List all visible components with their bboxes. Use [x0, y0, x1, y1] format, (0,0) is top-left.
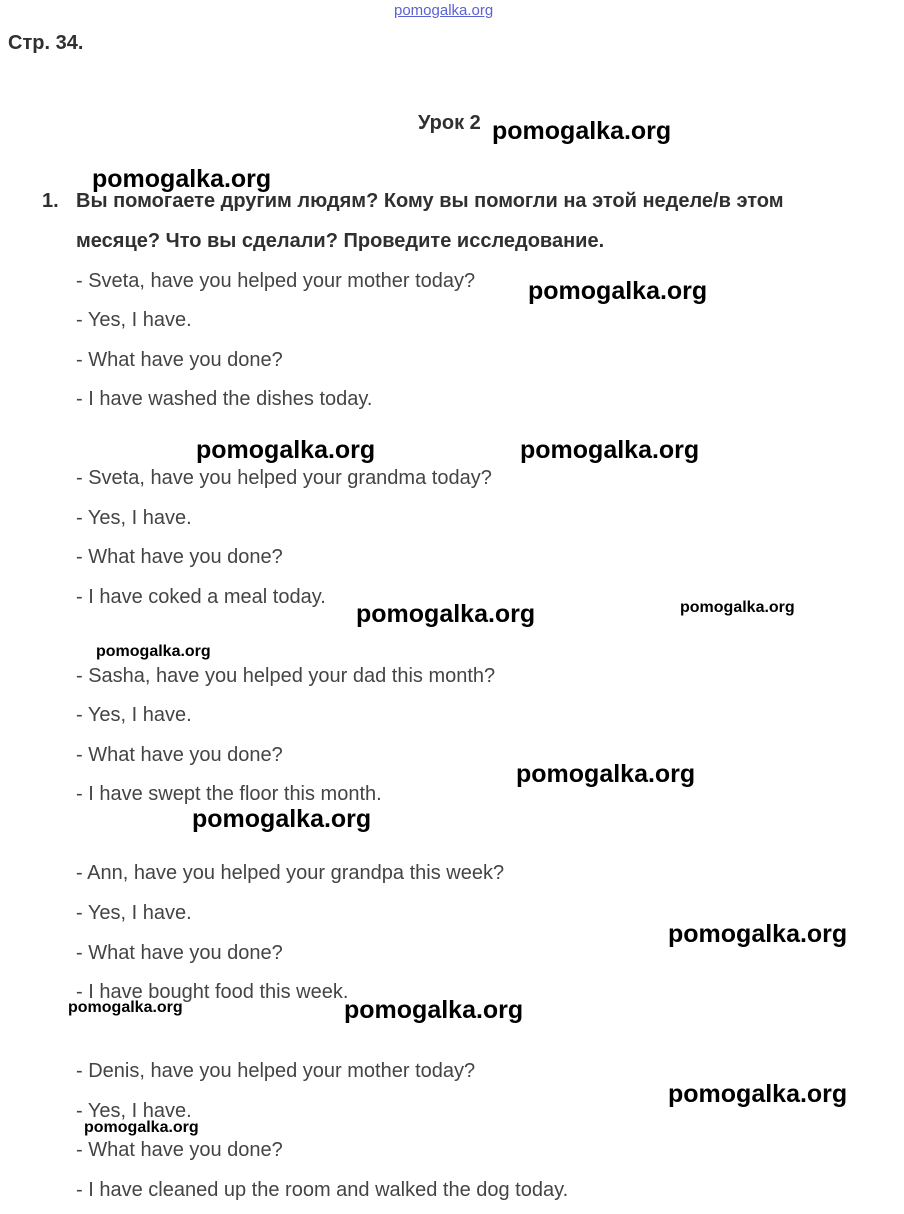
dialog-1-answer: - Yes, I have. — [76, 309, 192, 331]
watermark: pomogalka.org — [668, 1080, 848, 1108]
dialog-2-question: - Sveta, have you helped your grandma today? — [76, 467, 492, 489]
watermark: pomogalka.org — [520, 436, 700, 464]
dialog-2-followup: - What have you done? — [76, 546, 283, 568]
dialog-4-reply: - I have bought food this week. — [76, 981, 349, 1003]
task-number: 1. — [42, 190, 59, 212]
watermark: pomogalka.org — [516, 760, 696, 788]
dialog-2-answer: - Yes, I have. — [76, 507, 192, 529]
dialog-1-question: - Sveta, have you helped your mother today? — [76, 270, 476, 292]
dialog-4-followup: - What have you done? — [76, 942, 283, 964]
page-number: Стр. 34. — [8, 32, 84, 54]
dialog-3-question: - Sasha, have you helped your dad this month? — [76, 665, 496, 687]
dialog-3-followup: - What have you done? — [76, 744, 283, 766]
watermark: pomogalka.org — [680, 599, 795, 616]
dialog-3-answer: - Yes, I have. — [76, 704, 192, 726]
dialog-2-reply: - I have coked a meal today. — [76, 586, 326, 608]
watermark: pomogalka.org — [196, 436, 376, 464]
site-url-link[interactable]: pomogalka.org — [394, 2, 494, 19]
dialog-3-reply: - I have swept the floor this month. — [76, 783, 382, 805]
dialog-1-followup: - What have you done? — [76, 349, 283, 371]
watermark: pomogalka.org — [92, 165, 272, 193]
watermark: pomogalka.org — [84, 1119, 199, 1136]
task-text-line-2: месяце? Что вы сделали? Проведите исследование. — [76, 230, 605, 252]
dialog-4-answer: - Yes, I have. — [76, 902, 192, 924]
dialog-5-reply: - I have cleaned up the room and walked the dog today. — [76, 1179, 569, 1201]
watermark: pomogalka.org — [668, 920, 848, 948]
dialog-5-followup: - What have you done? — [76, 1139, 283, 1161]
watermark: pomogalka.org — [528, 277, 708, 305]
task-text-line-1: Вы помогаете другим людям? Кому вы помогли на этой неделе/в этом — [76, 190, 784, 212]
watermark: pomogalka.org — [344, 996, 524, 1024]
watermark: pomogalka.org — [192, 805, 372, 833]
watermark: pomogalka.org — [356, 600, 536, 628]
watermark: pomogalka.org — [96, 643, 211, 660]
lesson-title: Урок 2 — [418, 112, 481, 134]
watermark: pomogalka.org — [68, 999, 183, 1016]
watermark: pomogalka.org — [492, 117, 672, 145]
dialog-1-reply: - I have washed the dishes today. — [76, 388, 373, 410]
dialog-5-question: - Denis, have you helped your mother today? — [76, 1060, 476, 1082]
dialog-4-question: - Ann, have you helped your grandpa this week? — [76, 862, 505, 884]
dialog-5-answer: - Yes, I have. — [76, 1100, 192, 1122]
